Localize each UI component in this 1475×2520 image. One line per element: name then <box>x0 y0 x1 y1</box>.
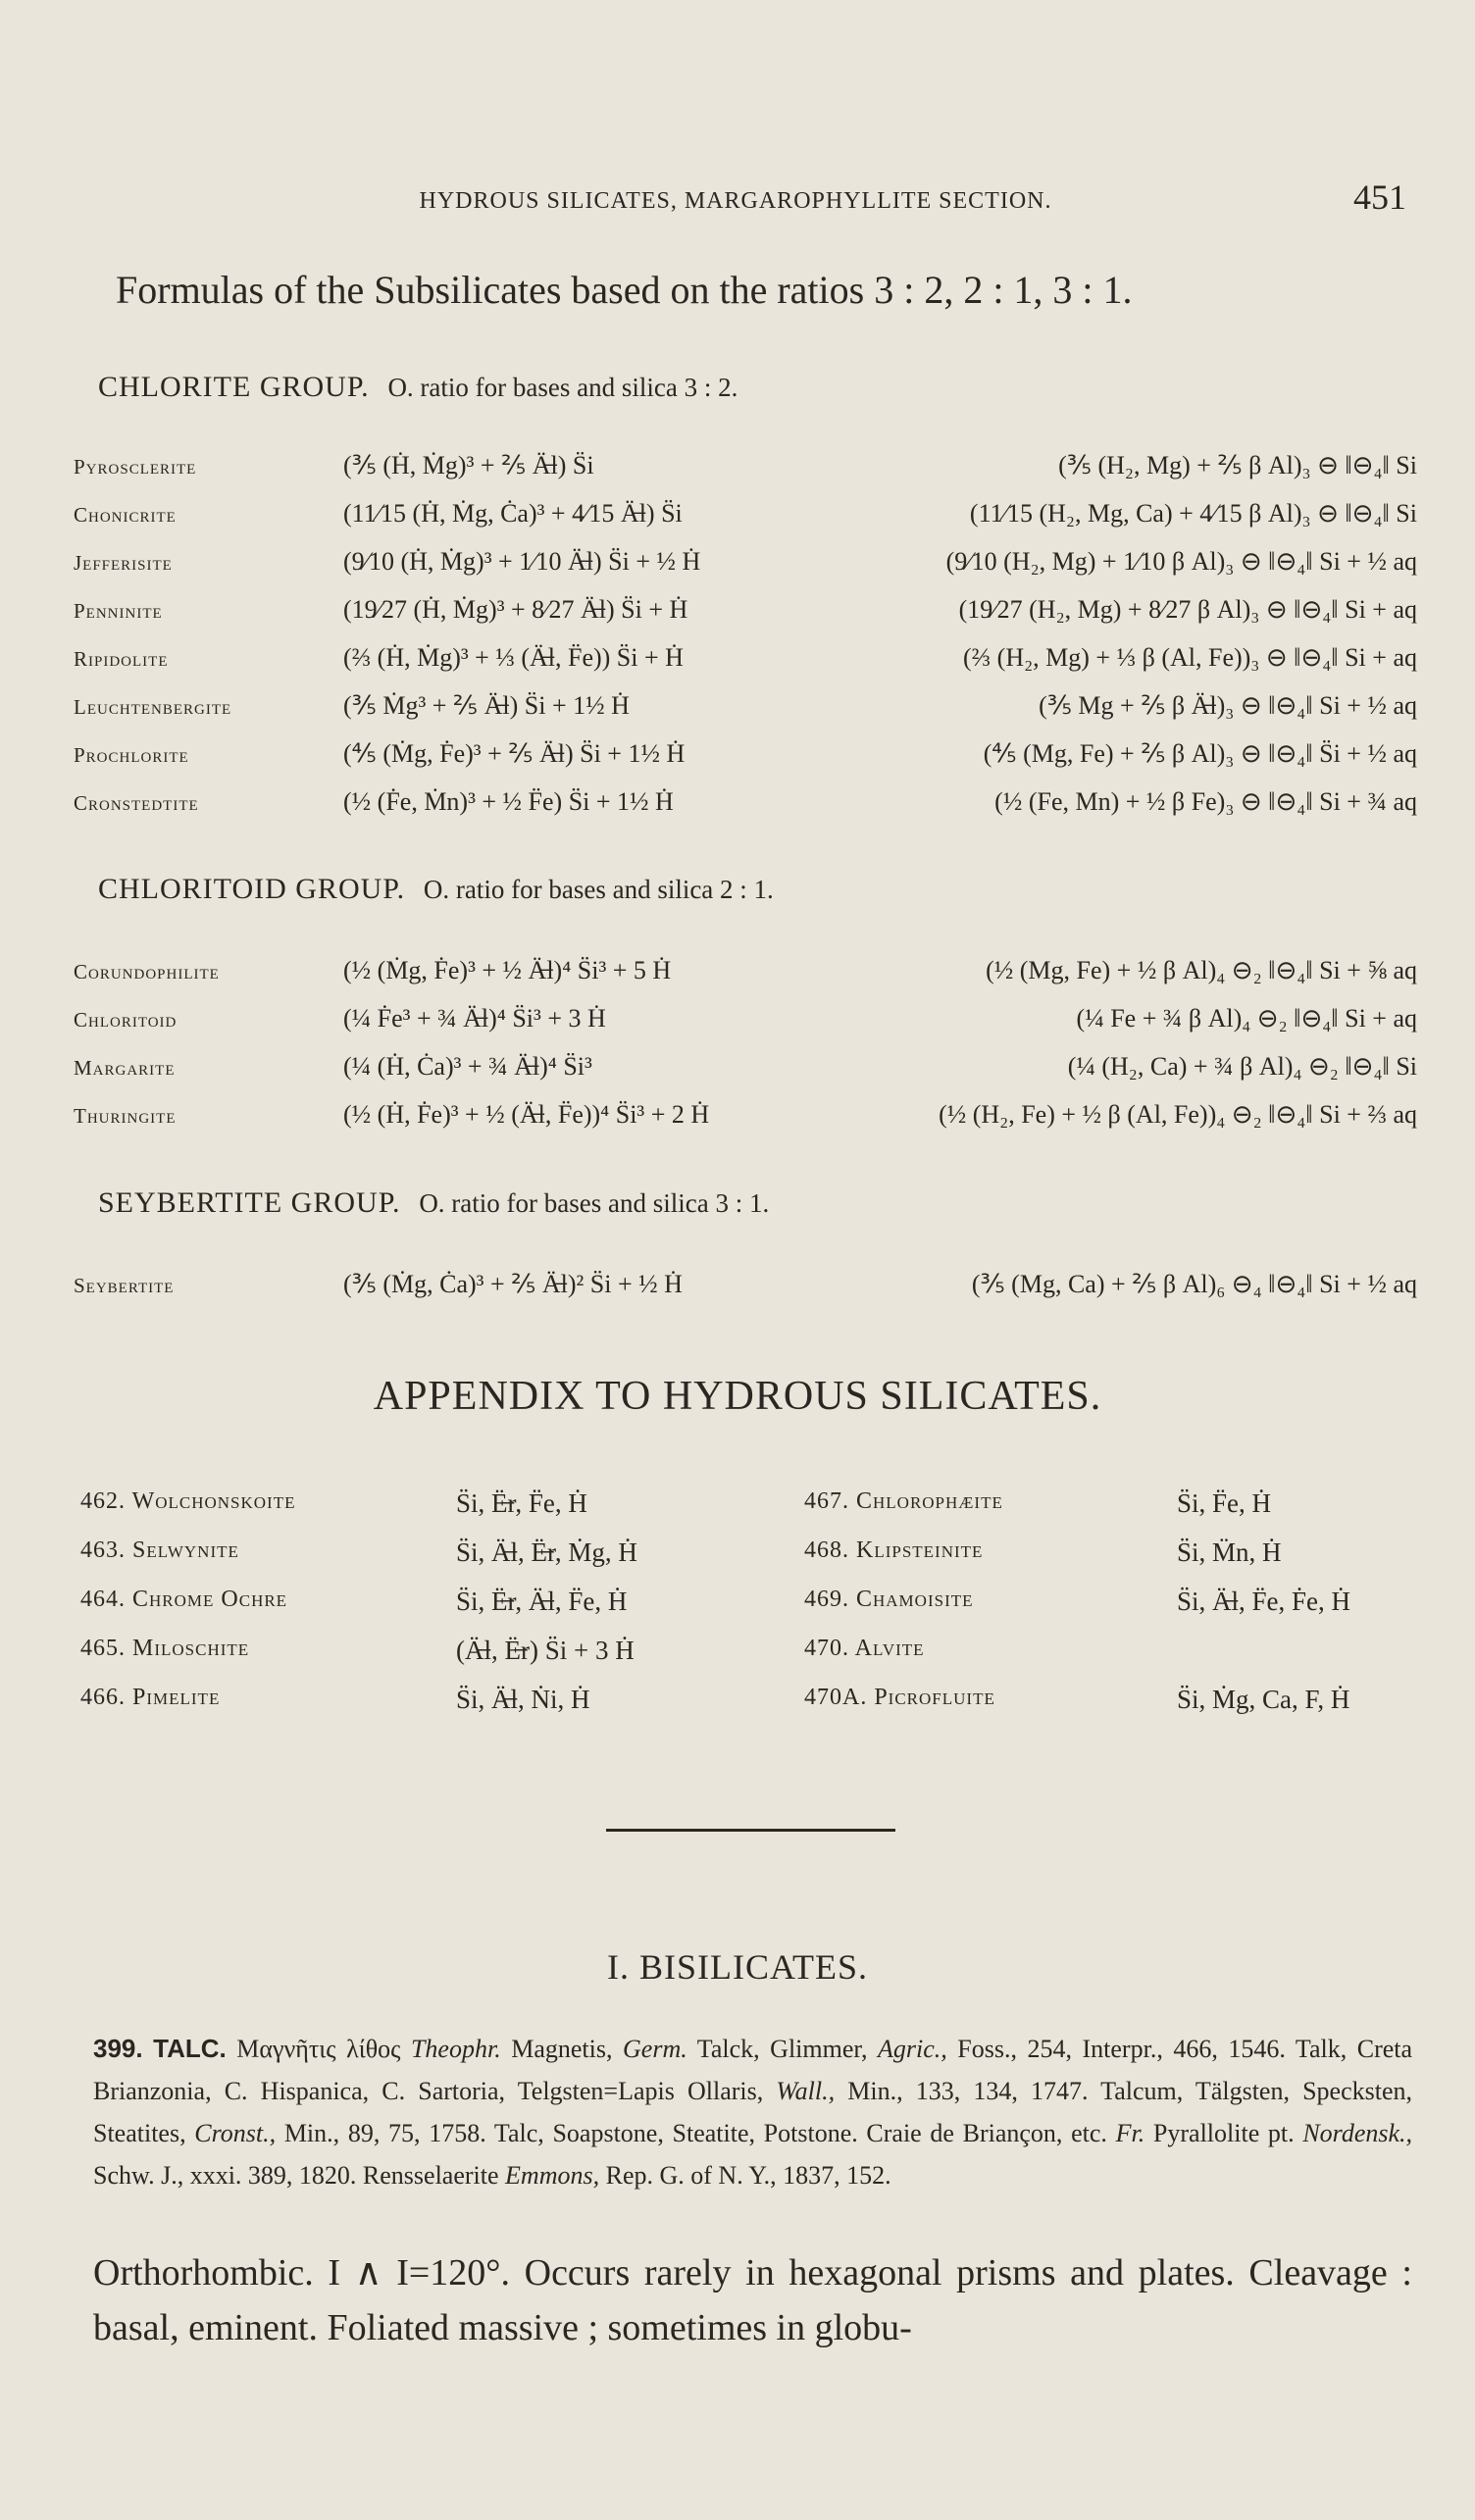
syn-13: Pyrallolite pt. <box>1152 2119 1295 2147</box>
appendix-formula: (Ä̶l, Ë̶r) S̈i + 3 Ḣ <box>456 1636 635 1665</box>
syn-16: Emmons, <box>505 2161 600 2190</box>
appendix-mineral-name: 468. Klipsteinite <box>804 1537 984 1563</box>
group-name: CHLORITE GROUP. <box>98 371 370 403</box>
appendix-formula: S̈i, M̈n, Ḣ <box>1177 1537 1282 1567</box>
syn-14: Nordensk., <box>1302 2119 1413 2147</box>
new-formula: (¼ (H₂, Ca) + ¾ β Al)₄ ⊖₂ ‖⊖₄‖ Si <box>1067 1052 1417 1081</box>
mineral-row <box>74 1052 1417 1087</box>
mineral-name: Thuringite <box>74 1104 177 1128</box>
mineral-row <box>74 1270 1417 1305</box>
syn-10: Cronst., <box>194 2119 277 2147</box>
syn-4: Germ. <box>623 2035 687 2063</box>
old-formula: (⅗ Ṁg³ + ⅖ Ä̶l) S̈i + 1½ Ḣ <box>343 691 630 720</box>
page-number: 451 <box>1353 177 1406 217</box>
mineral-row <box>74 499 1417 534</box>
talc-name: TALC. <box>153 2034 227 2063</box>
mineral-name: Jefferisite <box>74 551 173 575</box>
section-title: I. BISILICATES. <box>607 1947 868 1987</box>
old-formula: (⅗ (Ḣ, Ṁg)³ + ⅖ Ä̶l) S̈i <box>343 451 594 479</box>
mineral-row <box>74 595 1417 630</box>
mineral-row <box>74 787 1417 823</box>
mineral-row <box>74 739 1417 775</box>
syn-3: Magnetis, <box>511 2035 613 2063</box>
appendix-item <box>80 1488 711 1522</box>
old-formula: (⅗ (Ṁg, Ċa)³ + ⅖ Ä̶l)² S̈i + ½ Ḣ <box>343 1270 683 1298</box>
appendix-item <box>80 1685 711 1718</box>
appendix-title: APPENDIX TO HYDROUS SILICATES. <box>373 1374 1102 1419</box>
appendix-mineral-name: 469. Chamoisite <box>804 1587 974 1612</box>
old-formula: (½ (Ḟe, Ṁn)³ + ½ F̈e) S̈i + 1½ Ḣ <box>343 787 674 816</box>
group-ratio: O. ratio for bases and silica 2 : 1. <box>423 875 774 904</box>
syn-15: Schw. J., xxxi. 389, 1820. Rensselaerite <box>93 2161 499 2190</box>
appendix-mineral-name: 465. Miloschite <box>80 1636 250 1661</box>
mineral-name: Margarite <box>74 1056 176 1080</box>
old-formula: (⅘ (Ṁg, Ḟe)³ + ⅖ Ä̶l) S̈i + 1½ Ḣ <box>343 739 686 768</box>
chloritoid-group-heading <box>98 873 774 906</box>
new-formula: (9⁄10 (H₂, Mg) + 1⁄10 β Al)₃ ⊖ ‖⊖₄‖ Si + ½ aq <box>945 547 1417 576</box>
appendix-formula: S̈i, F̈e, Ḣ <box>1177 1488 1272 1518</box>
group-ratio: O. ratio for bases and silica 3 : 2. <box>387 373 738 402</box>
mineral-name: Pyrosclerite <box>74 455 197 479</box>
mineral-name: Corundophilite <box>74 960 220 983</box>
appendix-formula: S̈i, Ä̶l, Ë̶r, Ṁg, Ḣ <box>456 1537 637 1567</box>
old-formula: (¼ (Ḣ, Ċa)³ + ¾ Ä̶l)⁴ S̈i³ <box>343 1052 592 1081</box>
syn-11: Min., 89, 75, 1758. Talc, Soapstone, Steatite, Potstone. Craie de Briançon, etc. <box>283 2119 1107 2147</box>
seybertite-group-heading <box>98 1186 769 1220</box>
section-divider <box>606 1829 895 1832</box>
appendix-mineral-name: 467. Chlorophæite <box>804 1488 1003 1514</box>
new-formula: (⅗ (H₂, Mg) + ⅖ β Al)₃ ⊖ ‖⊖₄‖ Si <box>1058 451 1417 479</box>
mineral-name: Ripidolite <box>74 647 169 671</box>
appendix-item <box>80 1537 711 1571</box>
syn-6: Agric., <box>878 2035 947 2063</box>
appendix-item <box>804 1488 1432 1522</box>
mineral-row <box>74 691 1417 727</box>
mineral-name: Chonicrite <box>74 503 177 527</box>
new-formula: (⅗ Mg + ⅖ β Ä̶l)₃ ⊖ ‖⊖₄‖ Si + ½ aq <box>1039 691 1417 720</box>
mineral-row <box>74 956 1417 991</box>
talc-description: Orthorhombic. I ∧ I=120°. Occurs rarely in hexagonal prisms and plates. Cleavage : basal, eminent. Foliated massive ; sometimes in globu- <box>93 2252 1412 2348</box>
appendix-item <box>804 1537 1432 1571</box>
running-head: HYDROUS SILICATES, MARGAROPHYLLITE SECTION. <box>419 188 1052 214</box>
mineral-name: Penninite <box>74 599 163 623</box>
new-formula: (⅗ (Mg, Ca) + ⅖ β Al)₆ ⊖₄ ‖⊖₄‖ Si + ½ aq <box>971 1270 1417 1298</box>
new-formula: (½ (H₂, Fe) + ½ β (Al, Fe))₄ ⊖₂ ‖⊖₄‖ Si + ⅔ aq <box>939 1100 1417 1129</box>
syn-5: Talck, Glimmer, <box>696 2035 868 2063</box>
mineral-name: Prochlorite <box>74 743 189 767</box>
appendix-mineral-name: 470A. Picrofluite <box>804 1685 995 1710</box>
appendix-mineral-name: 464. Chrome Ochre <box>80 1587 288 1612</box>
syn-8: Wall., <box>776 2077 836 2105</box>
new-formula: (11⁄15 (H₂, Mg, Ca) + 4⁄15 β Al)₃ ⊖ ‖⊖₄‖ Si <box>969 499 1417 528</box>
appendix-item <box>80 1587 711 1620</box>
new-formula: (19⁄27 (H₂, Mg) + 8⁄27 β Al)₃ ⊖ ‖⊖₄‖ Si + aq <box>958 595 1417 624</box>
mineral-name: Leuchtenbergite <box>74 695 232 719</box>
appendix-formula: S̈i, Ä̶l, F̈e, Ḟe, Ḣ <box>1177 1587 1351 1616</box>
formulas-subtitle: Formulas of the Subsilicates based on the ratios 3 : 2, 2 : 1, 3 : 1. <box>116 268 1133 312</box>
chlorite-group-heading <box>98 371 738 404</box>
appendix-formula: S̈i, Ë̶r, F̈e, Ḣ <box>456 1488 587 1518</box>
group-ratio: O. ratio for bases and silica 3 : 1. <box>419 1188 770 1218</box>
appendix-mineral-name: 466. Pimelite <box>80 1685 221 1710</box>
appendix-mineral-name: 462. Wolchonskoite <box>80 1488 296 1514</box>
mineral-name: Cronstedtite <box>74 791 199 815</box>
new-formula: (⅘ (Mg, Fe) + ⅖ β Al)₃ ⊖ ‖⊖₄‖ S̈i + ½ aq <box>983 739 1417 768</box>
syn-2: Theophr. <box>410 2035 501 2063</box>
syn-17: Rep. G. of N. Y., 1837, 152. <box>605 2161 891 2190</box>
syn-12: Fr. <box>1115 2119 1145 2147</box>
old-formula: (9⁄10 (Ḣ, Ṁg)³ + 1⁄10 Ä̶l) S̈i + ½ Ḣ <box>343 547 701 576</box>
new-formula: (½ (Mg, Fe) + ½ β Al)₄ ⊖₂ ‖⊖₄‖ Si + ⅝ aq <box>986 956 1417 984</box>
mineral-row <box>74 643 1417 679</box>
appendix-mineral-name: 463. Selwynite <box>80 1537 239 1563</box>
mineral-row <box>74 1100 1417 1135</box>
appendix-item <box>804 1636 1432 1669</box>
appendix-formula: S̈i, Ë̶r, Ä̶l, F̈e, Ḣ <box>456 1587 628 1616</box>
old-formula: (⅔ (Ḣ, Ṁg)³ + ⅓ (Ä̶l, F̈e)) S̈i + Ḣ <box>343 643 684 672</box>
new-formula: (½ (Fe, Mn) + ½ β Fe)₃ ⊖ ‖⊖₄‖ Si + ¾ aq <box>994 787 1417 816</box>
group-name: SEYBERTITE GROUP. <box>98 1186 401 1219</box>
syn-1: Μαγνῆτις λίθος <box>236 2035 401 2063</box>
old-formula: (½ (Ḣ, Ḟe)³ + ½ (Ä̶l, F̈e))⁴ S̈i³ + 2 Ḣ <box>343 1100 710 1129</box>
appendix-formula: S̈i, Ä̶l, Ṅi, Ḣ <box>456 1685 590 1714</box>
mineral-row <box>74 547 1417 582</box>
group-name: CHLORITOID GROUP. <box>98 873 406 905</box>
new-formula: (⅔ (H₂, Mg) + ⅓ β (Al, Fe))₃ ⊖ ‖⊖₄‖ Si + aq <box>963 643 1417 672</box>
mineral-name: Chloritoid <box>74 1008 178 1032</box>
appendix-mineral-name: 470. Alvite <box>804 1636 925 1661</box>
old-formula: (11⁄15 (Ḣ, Ṁg, Ċa)³ + 4⁄15 Ä̶l) S̈i <box>343 499 683 528</box>
syn-7: Foss., 254, Interpr., 466, 1546. Talk, Creta Brianzonia, C. Hispanica, C. Sartoria, Telgsten=Lapis Ollaris, <box>93 2035 1413 2105</box>
old-formula: (¼ Ḟe³ + ¾ Ä̶l)⁴ S̈i³ + 3 Ḣ <box>343 1004 606 1033</box>
talc-entry <box>93 2028 1412 2196</box>
old-formula: (½ (Ṁg, Ḟe)³ + ½ Ä̶l)⁴ S̈i³ + 5 Ḣ <box>343 956 672 984</box>
appendix-item <box>804 1685 1432 1718</box>
old-formula: (19⁄27 (Ḣ, Ṁg)³ + 8⁄27 Ä̶l) S̈i + Ḣ <box>343 595 688 624</box>
mineral-row <box>74 451 1417 486</box>
appendix-item <box>804 1587 1432 1620</box>
talc-number: 399. <box>93 2034 143 2063</box>
appendix-item <box>80 1636 711 1669</box>
mineral-row <box>74 1004 1417 1039</box>
new-formula: (¼ Fe + ¾ β Al)₄ ⊖₂ ‖⊖₄‖ Si + aq <box>1076 1004 1417 1033</box>
syn-9: Min., 133, 134, 1747. Talcum, Tälgsten, Specksten, Steatites, <box>93 2077 1413 2147</box>
mineral-name: Seybertite <box>74 1274 175 1297</box>
appendix-formula: S̈i, Ṁg, Ca, F, Ḣ <box>1177 1685 1350 1714</box>
